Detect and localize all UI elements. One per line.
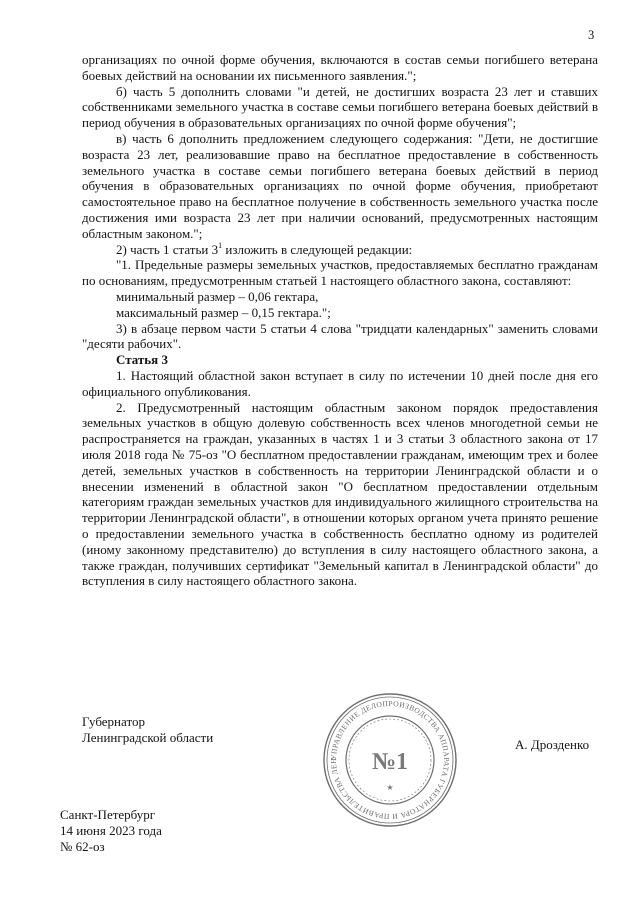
paragraph: минимальный размер – 0,06 гектара, (116, 288, 319, 304)
article-paragraph: 2. Предусмотренный настоящим областным законом порядок предоставления земельных участков в общую долевую собственность всех членов многодетной семьи не распространяется на граждан, указанных в частях 1 и 3 статьи 3 областного закона от 17 июля 2018 года № 75-оз "О бесплатном предоставлении гражданам, имеющим трех и более детей, земельных участков в собственность на территории Ленинградской области и о внесении изменений в областной закон "О бесплатном предоставлении отдельным категориям граждан земельных участков для индивидуального жилищного строительства на территории Ленинградской области", в отношении которых органом учета принято решение о предоставлении земельного участка в собственность бесплатно одному из родителей (иному законному представителю) до вступления в силу настоящего областного закона, а также граждан, получивших сертификат "Земельный капитал в Ленинградской области" до вступления в силу настоящего областного закона. (82, 399, 598, 589)
paragraph: 3) в абзаце первом части 5 статьи 4 слова "тридцати календарных" заменить словами "десяти рабочих". (82, 320, 598, 352)
paragraph: "1. Предельные размеры земельных участков, предоставляемых бесплатно гражданам по основаниям, предусмотренным статьей 1 настоящего областного закона, составляют: (82, 257, 598, 289)
svg-text:★: ★ (386, 783, 394, 792)
footer-city: Санкт-Петербург (60, 807, 156, 822)
paragraph-item-2 (82, 242, 598, 258)
governor-region: Ленинградской области (82, 730, 214, 745)
item2-superscript: 1 (218, 240, 223, 250)
footer-date: 14 июня 2023 года (60, 823, 162, 838)
governor-title: Губернатор (82, 714, 145, 729)
item2-text-end: изложить в следующей редакции: (222, 241, 413, 257)
paragraph: организациях по очной форме обучения, включаются в состав семьи погибшего ветерана боевых действий на основании их письменного заявления."; (82, 52, 598, 83)
article-paragraph: 1. Настоящий областной закон вступает в силу по истечении 10 дней после дня его официального опубликования. (82, 367, 598, 399)
footer-law-number: № 62-оз (60, 839, 105, 854)
signatory-name: А. Дрозденко (515, 737, 590, 752)
document-body (82, 52, 598, 589)
paragraph: максимальный размер – 0,15 гектара."; (116, 304, 331, 320)
article-heading: Статья 3 (116, 352, 168, 368)
document-footer (60, 807, 162, 855)
item2-text: 2) часть 1 статьи 3 (116, 241, 219, 257)
svg-text:УПРАВЛЕНИЕ ДЕЛОПРОИЗВОДСТВА АП: УПРАВЛЕНИЕ ДЕЛОПРОИЗВОДСТВА АППАРАТА ГУБЕРНАТОРА И ПРАВИТЕЛЬСТВА ЛЕН (328, 698, 452, 822)
page-number: 3 (588, 28, 595, 42)
paragraph: в) часть 6 дополнить предложением следующего содержания: "Дети, не достигшие возраста 23 лет, реализовавшие право на бесплатное предоставление в собственность земельного участка в составе семьи погибшего ветерана боевых действий в период обучения в образовательных организациях по очной форме обучения, приобретают самостоятельное право на бесплатное получение в собственность земельного участка после достижения ими возраста 23 лет при наличии оснований, предусмотренных настоящим областным законом."; (82, 130, 598, 241)
signatory-title (82, 714, 213, 746)
paragraph: б) часть 5 дополнить словами "и детей, не достигших возраста 23 лет и ставших собственниками земельного участка в составе семьи погибшего ветерана боевых действий в период обучения в образовательных организациях по очной форме обучения"; (82, 83, 598, 131)
svg-text:№1: №1 (371, 749, 409, 775)
official-stamp (320, 690, 460, 830)
